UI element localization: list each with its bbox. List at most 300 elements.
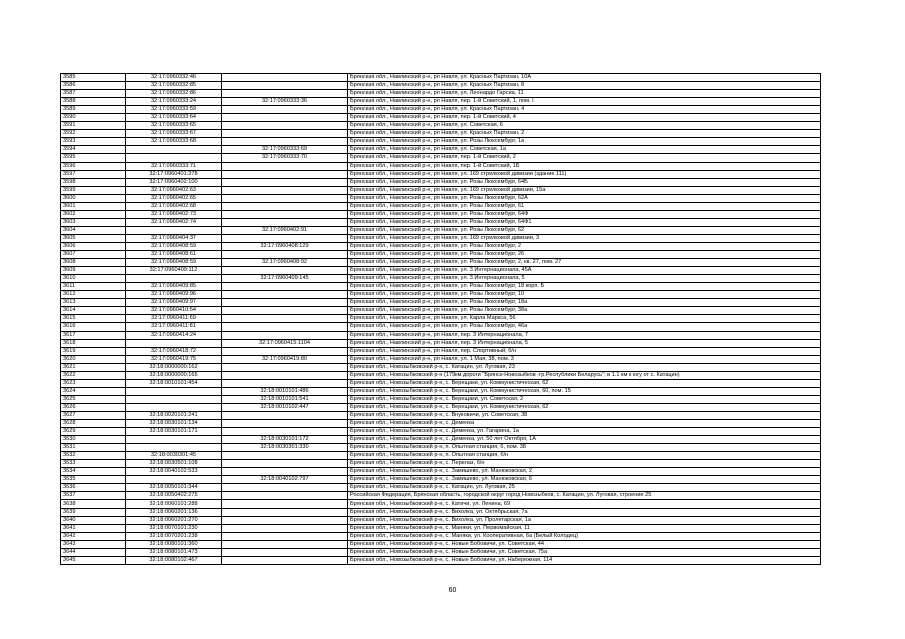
cadastral-number-cell: 32:17:0960402:63 bbox=[126, 186, 222, 194]
row-number-cell: 3607 bbox=[61, 251, 126, 259]
row-number-cell: 3599 bbox=[61, 186, 126, 194]
cadastral-number-cell: 32:18:0030101:171 bbox=[126, 428, 222, 436]
address-cell: Брянская обл., Новозыбковский р-н, с. Новые Бобовичи, ул. Набережная, 114 bbox=[348, 556, 821, 564]
table-row bbox=[61, 251, 821, 259]
row-number-cell: 3603 bbox=[61, 218, 126, 226]
cadastral-number-cell: 32:17:0960333:65 bbox=[126, 122, 222, 130]
address-cell: Брянская обл., Новозыбковский р-н, с. Новые Бобовичи, ул. Советская, 75а bbox=[348, 548, 821, 556]
row-number-cell: 3604 bbox=[61, 226, 126, 234]
address-cell: Брянская обл., Навлинский р-н, рп Навля, пер. 1-й Советский, 4 bbox=[348, 114, 821, 122]
table-row bbox=[61, 468, 821, 476]
address-cell: Брянская обл., Навлинский р-н, рп Навля, пер. 1-й Советский, 1Б bbox=[348, 162, 821, 170]
table-row bbox=[61, 355, 821, 363]
cadastral-number-cell: 32:18:0030501:108 bbox=[126, 460, 222, 468]
table-row bbox=[61, 267, 821, 275]
table-row bbox=[61, 500, 821, 508]
parent-cadastral-number-cell bbox=[222, 218, 348, 226]
parent-cadastral-number-cell bbox=[222, 315, 348, 323]
address-cell: Брянская обл., Навлинский р-н, рп Навля, ул. Розы Люксембург, 2 bbox=[348, 242, 821, 250]
table-row bbox=[61, 420, 821, 428]
parent-cadastral-number-cell: 32:17:0960415:1104 bbox=[222, 339, 348, 347]
parent-cadastral-number-cell bbox=[222, 548, 348, 556]
row-number-cell: 3613 bbox=[61, 299, 126, 307]
cadastral-number-cell: 32:17:0960332:85 bbox=[126, 82, 222, 90]
address-cell: Брянская обл., Новозыбковский р-н, с. Замишево, ул. Манюковская, 2 bbox=[348, 468, 821, 476]
address-cell: Брянская обл., Навлинский р-н, рп Навля, ул. 1 Мая, 38, пом. 3 bbox=[348, 355, 821, 363]
address-cell: Брянская обл., Навлинский р-н, рп Навля, ул. 169 стрелковой дивизии, 3 bbox=[348, 234, 821, 242]
cadastral-number-cell: 32:17:0960333:24 bbox=[126, 98, 222, 106]
row-number-cell: 3644 bbox=[61, 548, 126, 556]
parent-cadastral-number-cell: 32:17:0960333:36 bbox=[222, 98, 348, 106]
row-number-cell: 3636 bbox=[61, 484, 126, 492]
row-number-cell: 3642 bbox=[61, 532, 126, 540]
row-number-cell: 3594 bbox=[61, 146, 126, 154]
address-cell: Брянская обл., Навлинский р-н, рп Навля, ул. Розы Люксембург, 61 bbox=[348, 202, 821, 210]
parent-cadastral-number-cell bbox=[222, 90, 348, 98]
row-number-cell: 3586 bbox=[61, 82, 126, 90]
parent-cadastral-number-cell bbox=[222, 186, 348, 194]
address-cell: Брянская обл., Навлинский р-н, рп Навля, ул. Розы Люксембург, 64Ф1 bbox=[348, 218, 821, 226]
table-row bbox=[61, 307, 821, 315]
parent-cadastral-number-cell bbox=[222, 323, 348, 331]
parent-cadastral-number-cell: 32:17:0960409:145 bbox=[222, 275, 348, 283]
address-cell: Брянская обл., Навлинский р-н, рп Навля, ул. 3 Интернационала, 45А bbox=[348, 267, 821, 275]
cadastral-number-cell: 32:17:0960401:278 bbox=[126, 170, 222, 178]
parent-cadastral-number-cell bbox=[222, 251, 348, 259]
row-number-cell: 3589 bbox=[61, 106, 126, 114]
cadastral-number-cell: 32:18:0050402:275 bbox=[126, 492, 222, 500]
cadastral-number-cell: 32:17:0960409:85 bbox=[126, 283, 222, 291]
row-number-cell: 3605 bbox=[61, 234, 126, 242]
address-cell: Брянская обл., Навлинский р-н, рп Навля, ул. 169 стрелковой дивизии (здание 111) bbox=[348, 170, 821, 178]
cadastral-number-cell bbox=[126, 146, 222, 154]
address-cell: Брянская обл., Навлинский р-н, рп Навля, ул. Леонардо Гарсиа, 11 bbox=[348, 90, 821, 98]
parent-cadastral-number-cell bbox=[222, 178, 348, 186]
row-number-cell: 3632 bbox=[61, 452, 126, 460]
parent-cadastral-number-cell bbox=[222, 516, 348, 524]
address-cell: Брянская обл., Навлинский р-н, рп Навля, ул. Розы Люксембург, 64Ф bbox=[348, 210, 821, 218]
address-cell: Брянская обл., Навлинский р-н, рп Навля, ул. Розы Люксембург, 18а bbox=[348, 299, 821, 307]
cadastral-number-cell: 32:17:0960402:100 bbox=[126, 178, 222, 186]
parent-cadastral-number-cell bbox=[222, 428, 348, 436]
cadastral-number-cell: 32:17:0960410:54 bbox=[126, 307, 222, 315]
table-row bbox=[61, 283, 821, 291]
table-row bbox=[61, 242, 821, 250]
row-number-cell: 3634 bbox=[61, 468, 126, 476]
cadastral-number-cell: 32:17:0960333:67 bbox=[126, 130, 222, 138]
row-number-cell: 3595 bbox=[61, 154, 126, 162]
table-row bbox=[61, 275, 821, 283]
parent-cadastral-number-cell bbox=[222, 420, 348, 428]
table-row bbox=[61, 146, 821, 154]
cadastral-number-cell: 32:17:0960414:24 bbox=[126, 331, 222, 339]
address-cell: Брянская обл., Навлинский р-н, рп Навля, пер. 3 Интернационала, 5 bbox=[348, 339, 821, 347]
address-cell: Брянская обл., Новозыбковский р-н, с. Замишево, ул. Манюковская, 6 bbox=[348, 476, 821, 484]
address-cell: Брянская обл., Навлинский р-н, рп Навля, ул. Советская, 1а bbox=[348, 146, 821, 154]
row-number-cell: 3627 bbox=[61, 411, 126, 419]
table-row bbox=[61, 436, 821, 444]
parent-cadastral-number-cell: 32:18:0030101:172 bbox=[222, 436, 348, 444]
table-row bbox=[61, 299, 821, 307]
address-cell: Брянская обл., Навлинский р-н, рп Навля, ул. Розы Люксембург, 38а bbox=[348, 307, 821, 315]
parent-cadastral-number-cell bbox=[222, 556, 348, 564]
address-cell: Брянская обл., Новозыбковский р-н, с. Катацин, ул. Луговая, 25 bbox=[348, 484, 821, 492]
row-number-cell: 3633 bbox=[61, 460, 126, 468]
cadastral-number-cell: 32:17:0960408:59 bbox=[126, 242, 222, 250]
table-row bbox=[61, 363, 821, 371]
cadastral-number-cell bbox=[126, 395, 222, 403]
cadastral-number-cell bbox=[126, 154, 222, 162]
parent-cadastral-number-cell bbox=[222, 74, 348, 82]
cadastral-number-cell: 32:17:0960409:97 bbox=[126, 299, 222, 307]
row-number-cell: 3626 bbox=[61, 403, 126, 411]
row-number-cell: 3638 bbox=[61, 500, 126, 508]
table-row bbox=[61, 516, 821, 524]
cadastral-number-cell: 32:18:0060101:288 bbox=[126, 500, 222, 508]
cadastral-number-cell: 32:17:0960411:81 bbox=[126, 323, 222, 331]
cadastral-number-cell: 32:18:0080101:473 bbox=[126, 548, 222, 556]
address-cell: Брянская обл., Новозыбковский р-н, с. Деменка, ул. 50 лет Октября, 1А bbox=[348, 436, 821, 444]
cadastral-number-cell: 32:17:0960333:71 bbox=[126, 162, 222, 170]
row-number-cell: 3623 bbox=[61, 379, 126, 387]
cadastral-number-cell: 32:18:0000000:162 bbox=[126, 363, 222, 371]
cadastral-number-cell: 32:17:0960402:73 bbox=[126, 210, 222, 218]
cadastral-number-cell: 32:17:0960402:65 bbox=[126, 194, 222, 202]
row-number-cell: 3606 bbox=[61, 242, 126, 250]
row-number-cell: 3591 bbox=[61, 122, 126, 130]
parent-cadastral-number-cell bbox=[222, 299, 348, 307]
table-row bbox=[61, 130, 821, 138]
address-cell: Брянская обл., Навлинский р-н, рп Навля, ул. Розы Люксембург, 62 bbox=[348, 226, 821, 234]
table-row bbox=[61, 371, 821, 379]
parent-cadastral-number-cell bbox=[222, 524, 348, 532]
cadastral-number-cell: 32:18:0080101:360 bbox=[126, 540, 222, 548]
parent-cadastral-number-cell: 32:17:0960333:69 bbox=[222, 146, 348, 154]
address-cell: Брянская обл., Навлинский р-н, рп Навля, ул. Красных Партизан, 8 bbox=[348, 82, 821, 90]
address-cell: Брянская обл., Навлинский р-н, рп Навля, ул. Карла Маркса, 56 bbox=[348, 315, 821, 323]
address-cell: Брянская обл., Навлинский р-н, рп Навля, ул. Красных Партизан, 4 bbox=[348, 106, 821, 114]
address-cell: Брянская обл., Новозыбковский р-н, с. Верещаки, ул. Коммунистическая, 60, пом. 15 bbox=[348, 387, 821, 395]
table-row bbox=[61, 218, 821, 226]
address-cell: Брянская обл., Навлинский р-н, рп Навля, ул. Красных Партизан, 10А bbox=[348, 74, 821, 82]
row-number-cell: 3635 bbox=[61, 476, 126, 484]
table-row bbox=[61, 347, 821, 355]
row-number-cell: 3624 bbox=[61, 387, 126, 395]
parent-cadastral-number-cell bbox=[222, 460, 348, 468]
row-number-cell: 3645 bbox=[61, 556, 126, 564]
cadastral-number-cell bbox=[126, 476, 222, 484]
table-row bbox=[61, 524, 821, 532]
cadastral-number-cell: 32:17:0960404:37 bbox=[126, 234, 222, 242]
address-cell: Брянская обл., Навлинский р-н, рп Навля, пер. 1-й Советский, 1, пом. I bbox=[348, 98, 821, 106]
row-number-cell: 3596 bbox=[61, 162, 126, 170]
table-row bbox=[61, 138, 821, 146]
cadastral-number-cell: 32:17:0960409:112 bbox=[126, 267, 222, 275]
cadastral-number-cell bbox=[126, 339, 222, 347]
parent-cadastral-number-cell bbox=[222, 307, 348, 315]
parent-cadastral-number-cell bbox=[222, 122, 348, 130]
table-row bbox=[61, 315, 821, 323]
row-number-cell: 3592 bbox=[61, 130, 126, 138]
parent-cadastral-number-cell bbox=[222, 162, 348, 170]
row-number-cell: 3643 bbox=[61, 540, 126, 548]
address-cell: Брянская обл., Навлинский р-н, рп Навля, ул. Розы Люксембург, 62А bbox=[348, 194, 821, 202]
row-number-cell: 3630 bbox=[61, 436, 126, 444]
row-number-cell: 3615 bbox=[61, 315, 126, 323]
row-number-cell: 3611 bbox=[61, 283, 126, 291]
table-row bbox=[61, 186, 821, 194]
cadastral-number-cell: 32:17:0960333:68 bbox=[126, 138, 222, 146]
address-cell: Брянская обл., Новозыбковский р-н, с. Деменка bbox=[348, 420, 821, 428]
cadastral-number-cell: 32:17:0960402:68 bbox=[126, 202, 222, 210]
row-number-cell: 3637 bbox=[61, 492, 126, 500]
table-row bbox=[61, 444, 821, 452]
table-row bbox=[61, 154, 821, 162]
address-cell: Брянская обл., Новозыбковский р-н, с. Верещаки, ул. Коммунистическая, 62 bbox=[348, 403, 821, 411]
parent-cadastral-number-cell bbox=[222, 82, 348, 90]
cadastral-number-cell: 32:18:0030101:134 bbox=[126, 420, 222, 428]
table-row bbox=[61, 452, 821, 460]
row-number-cell: 3597 bbox=[61, 170, 126, 178]
row-number-cell: 3622 bbox=[61, 371, 126, 379]
table-row bbox=[61, 170, 821, 178]
row-number-cell: 3601 bbox=[61, 202, 126, 210]
cadastral-number-cell: 32:18:0050101:344 bbox=[126, 484, 222, 492]
row-number-cell: 3602 bbox=[61, 210, 126, 218]
parent-cadastral-number-cell bbox=[222, 210, 348, 218]
address-cell: Брянская обл., Новозыбковский р-н, с. Верещаки, ул. Советская, 2 bbox=[348, 395, 821, 403]
parent-cadastral-number-cell bbox=[222, 379, 348, 387]
row-number-cell: 3593 bbox=[61, 138, 126, 146]
cadastral-number-cell: 32:18:0060201:270 bbox=[126, 516, 222, 524]
parent-cadastral-number-cell bbox=[222, 267, 348, 275]
parent-cadastral-number-cell: 32:17:0960408:92 bbox=[222, 259, 348, 267]
cadastral-number-cell: 32:18:0040102:533 bbox=[126, 468, 222, 476]
row-number-cell: 3621 bbox=[61, 363, 126, 371]
row-number-cell: 3608 bbox=[61, 259, 126, 267]
parent-cadastral-number-cell bbox=[222, 347, 348, 355]
address-cell: Брянская обл., Навлинский р-н, рп Навля, пер. Спортивный, б/н bbox=[348, 347, 821, 355]
parent-cadastral-number-cell bbox=[222, 500, 348, 508]
parent-cadastral-number-cell bbox=[222, 234, 348, 242]
table-row bbox=[61, 540, 821, 548]
cadastral-number-cell: 32:18:0020101:241 bbox=[126, 411, 222, 419]
address-cell: Брянская обл., Новозыбковский р-н, с. Деменка, ул. Гагарина, 1а bbox=[348, 428, 821, 436]
address-cell: Брянская обл., Навлинский р-н, рп Навля, ул. Розы Люксембург, 46а bbox=[348, 323, 821, 331]
address-cell: Брянская обл., Новозыбковский р-н, с. Катичи, ул. Ленина, 69 bbox=[348, 500, 821, 508]
parent-cadastral-number-cell bbox=[222, 411, 348, 419]
row-number-cell: 3620 bbox=[61, 355, 126, 363]
row-number-cell: 3640 bbox=[61, 516, 126, 524]
parent-cadastral-number-cell: 32:18:0040102:797 bbox=[222, 476, 348, 484]
page-number: 60 bbox=[448, 587, 457, 594]
parent-cadastral-number-cell: 32:17:0960419:80 bbox=[222, 355, 348, 363]
table-row bbox=[61, 82, 821, 90]
table-row bbox=[61, 323, 821, 331]
parent-cadastral-number-cell: 32:17:0960333:70 bbox=[222, 154, 348, 162]
table-row bbox=[61, 379, 821, 387]
cadastral-number-cell: 32:18:0010101:454 bbox=[126, 379, 222, 387]
address-cell: Брянская обл., Новозыбковский р-н, с. Внуковичи, ул. Советская, 38 bbox=[348, 411, 821, 419]
table-row bbox=[61, 339, 821, 347]
address-cell: Брянская обл., Новозыбковский р-н, с. Новые Бобовичи, ул. Советская, 44 bbox=[348, 540, 821, 548]
row-number-cell: 3625 bbox=[61, 395, 126, 403]
row-number-cell: 3628 bbox=[61, 420, 126, 428]
row-number-cell: 3641 bbox=[61, 524, 126, 532]
row-number-cell: 3629 bbox=[61, 428, 126, 436]
table-row bbox=[61, 210, 821, 218]
table-row bbox=[61, 202, 821, 210]
address-cell: Брянская обл., Новозыбковский р-н, с. Перелаз, б/н bbox=[348, 460, 821, 468]
cadastral-number-cell: 32:17:0960332:86 bbox=[126, 90, 222, 98]
table-row bbox=[61, 395, 821, 403]
cadastral-number-cell: 32:17:0960418:72 bbox=[126, 347, 222, 355]
row-number-cell: 3639 bbox=[61, 508, 126, 516]
table-row bbox=[61, 532, 821, 540]
cadastral-number-cell: 32:17:0960332:46 bbox=[126, 74, 222, 82]
table-row bbox=[61, 428, 821, 436]
address-cell: Брянская обл., Навлинский р-н, рп Навля, ул. 3 Интернационала, 5 bbox=[348, 275, 821, 283]
table-row bbox=[61, 98, 821, 106]
table-row bbox=[61, 234, 821, 242]
table-row bbox=[61, 403, 821, 411]
address-cell: Брянская обл., Навлинский р-н, рп Навля, ул. Красных Партизан, 2 bbox=[348, 130, 821, 138]
table-row bbox=[61, 291, 821, 299]
registry-table bbox=[60, 73, 821, 565]
address-cell: Брянская обл., Навлинский р-н, рп Навля, ул. Розы Люксембург, 18 корп. Б bbox=[348, 283, 821, 291]
table-row bbox=[61, 114, 821, 122]
address-cell: Брянская обл., Новозыбковский р-н, п. Опытная станция, 6, пом. 38 bbox=[348, 444, 821, 452]
cadastral-number-cell bbox=[126, 403, 222, 411]
table-row bbox=[61, 556, 821, 564]
address-cell: Российская Федерация, Брянская область, городской округ город Новозыбков, с. Катацин, ул. Луговая, строение 25 bbox=[348, 492, 821, 500]
table-row bbox=[61, 411, 821, 419]
row-number-cell: 3618 bbox=[61, 339, 126, 347]
table-row bbox=[61, 122, 821, 130]
row-number-cell: 3587 bbox=[61, 90, 126, 98]
table-row bbox=[61, 508, 821, 516]
table-row bbox=[61, 74, 821, 82]
table-row bbox=[61, 387, 821, 395]
cadastral-number-cell: 32:18:0030301:45 bbox=[126, 452, 222, 460]
row-number-cell: 3600 bbox=[61, 194, 126, 202]
table-row bbox=[61, 476, 821, 484]
row-number-cell: 3612 bbox=[61, 291, 126, 299]
cadastral-number-cell: 32:17:0960333:59 bbox=[126, 106, 222, 114]
table-row bbox=[61, 259, 821, 267]
row-number-cell: 3619 bbox=[61, 347, 126, 355]
parent-cadastral-number-cell bbox=[222, 484, 348, 492]
parent-cadastral-number-cell: 32:18:0010101:541 bbox=[222, 395, 348, 403]
cadastral-number-cell: 32:17:0960408:59 bbox=[126, 259, 222, 267]
address-cell: Брянская обл., Новозыбковский р-н, с. Вихолка, ул. Пролетарская, 1а bbox=[348, 516, 821, 524]
parent-cadastral-number-cell: 32:18:0030301:330 bbox=[222, 444, 348, 452]
parent-cadastral-number-cell bbox=[222, 532, 348, 540]
parent-cadastral-number-cell bbox=[222, 363, 348, 371]
parent-cadastral-number-cell bbox=[222, 106, 348, 114]
cadastral-number-cell bbox=[126, 387, 222, 395]
row-number-cell: 3590 bbox=[61, 114, 126, 122]
address-cell: Брянская обл., Навлинский р-н, рп Навля, ул. Розы Люксембург, 64Б bbox=[348, 178, 821, 186]
address-cell: Брянская обл., Новозыбковский р-н, с. Верещаки, ул. Коммунистическая, 62 bbox=[348, 379, 821, 387]
address-cell: Брянская обл., Новозыбковский р-н, с. Катацин, ул. Луговая, 23 bbox=[348, 363, 821, 371]
cadastral-number-cell: 32:17:0960409:96 bbox=[126, 291, 222, 299]
address-cell: Брянская обл., Новозыбковский р-н, с. Маняки, ул. Первомайская, 11 bbox=[348, 524, 821, 532]
parent-cadastral-number-cell bbox=[222, 331, 348, 339]
cadastral-number-cell: 32:18:0070201:238 bbox=[126, 532, 222, 540]
table-row bbox=[61, 162, 821, 170]
parent-cadastral-number-cell: 32:18:0010101:486 bbox=[222, 387, 348, 395]
parent-cadastral-number-cell bbox=[222, 508, 348, 516]
row-number-cell: 3588 bbox=[61, 98, 126, 106]
row-number-cell: 3609 bbox=[61, 267, 126, 275]
address-cell: Брянская обл., Новозыбковский р-н (179км дороги "Брянск-Новозыбков -гр.Республики Беларусь"; в 1.1 км к югу от с. Катацин) bbox=[348, 371, 821, 379]
cadastral-number-cell: 32:18:0080102:467 bbox=[126, 556, 222, 564]
parent-cadastral-number-cell: 32:18:0010102:447 bbox=[222, 403, 348, 411]
address-cell: Брянская обл., Навлинский р-н, рп Навля, ул. Розы Люксембург, 2, кв. 27, пом. 27 bbox=[348, 259, 821, 267]
address-cell: Брянская обл., Навлинский р-н, рп Навля, ул. 169 стрелковой дивизии, 15а bbox=[348, 186, 821, 194]
parent-cadastral-number-cell: 32:17:0960408:129 bbox=[222, 242, 348, 250]
table-row bbox=[61, 90, 821, 98]
table-row bbox=[61, 178, 821, 186]
parent-cadastral-number-cell bbox=[222, 170, 348, 178]
cadastral-number-cell bbox=[126, 444, 222, 452]
cadastral-number-cell: 32:18:0000000:165 bbox=[126, 371, 222, 379]
table-row bbox=[61, 484, 821, 492]
table-row bbox=[61, 460, 821, 468]
address-cell: Брянская обл., Новозыбковский р-н, п. Опытная станция, б/н bbox=[348, 452, 821, 460]
parent-cadastral-number-cell bbox=[222, 130, 348, 138]
row-number-cell: 3598 bbox=[61, 178, 126, 186]
row-number-cell: 3585 bbox=[61, 74, 126, 82]
cadastral-number-cell: 32:17:0960333:64 bbox=[126, 114, 222, 122]
parent-cadastral-number-cell bbox=[222, 371, 348, 379]
table-row bbox=[61, 226, 821, 234]
address-cell: Брянская обл., Новозыбковский р-н, с. Вихолка, ул. Октябрьская, 7а bbox=[348, 508, 821, 516]
address-cell: Брянская обл., Навлинский р-н, рп Навля, пер. 3 Интернационала, 7 bbox=[348, 331, 821, 339]
parent-cadastral-number-cell bbox=[222, 114, 348, 122]
parent-cadastral-number-cell bbox=[222, 138, 348, 146]
parent-cadastral-number-cell: 32:17:0960402:91 bbox=[222, 226, 348, 234]
registry-table-body bbox=[61, 74, 821, 565]
address-cell: Брянская обл., Навлинский р-н, рп Навля, ул. Советская, 6 bbox=[348, 122, 821, 130]
parent-cadastral-number-cell bbox=[222, 291, 348, 299]
cadastral-number-cell bbox=[126, 275, 222, 283]
cadastral-number-cell bbox=[126, 226, 222, 234]
cadastral-number-cell bbox=[126, 436, 222, 444]
row-number-cell: 3617 bbox=[61, 331, 126, 339]
parent-cadastral-number-cell bbox=[222, 194, 348, 202]
cadastral-number-cell: 32:17:0960411:69 bbox=[126, 315, 222, 323]
table-row bbox=[61, 548, 821, 556]
address-cell: Брянская обл., Навлинский р-н, рп Навля, пер. 1-й Советский, 2 bbox=[348, 154, 821, 162]
table-row bbox=[61, 194, 821, 202]
cadastral-number-cell: 32:17:0960419:75 bbox=[126, 355, 222, 363]
parent-cadastral-number-cell bbox=[222, 283, 348, 291]
cadastral-number-cell: 32:17:0960402:74 bbox=[126, 218, 222, 226]
row-number-cell: 3616 bbox=[61, 323, 126, 331]
parent-cadastral-number-cell bbox=[222, 452, 348, 460]
cadastral-number-cell: 32:17:0960408:61 bbox=[126, 251, 222, 259]
address-cell: Брянская обл., Навлинский р-н, рп Навля, ул. Розы Люксембург, 26 bbox=[348, 251, 821, 259]
cadastral-number-cell: 32:18:0060201:136 bbox=[126, 508, 222, 516]
address-cell: Брянская обл., Навлинский р-н, рп Навля, ул. Розы Люксембург, 10 bbox=[348, 291, 821, 299]
address-cell: Брянская обл., Навлинский р-н, рп Навля, ул. Розы Люксембург, 1а bbox=[348, 138, 821, 146]
row-number-cell: 3631 bbox=[61, 444, 126, 452]
table-row bbox=[61, 492, 821, 500]
table-row bbox=[61, 106, 821, 114]
row-number-cell: 3610 bbox=[61, 275, 126, 283]
